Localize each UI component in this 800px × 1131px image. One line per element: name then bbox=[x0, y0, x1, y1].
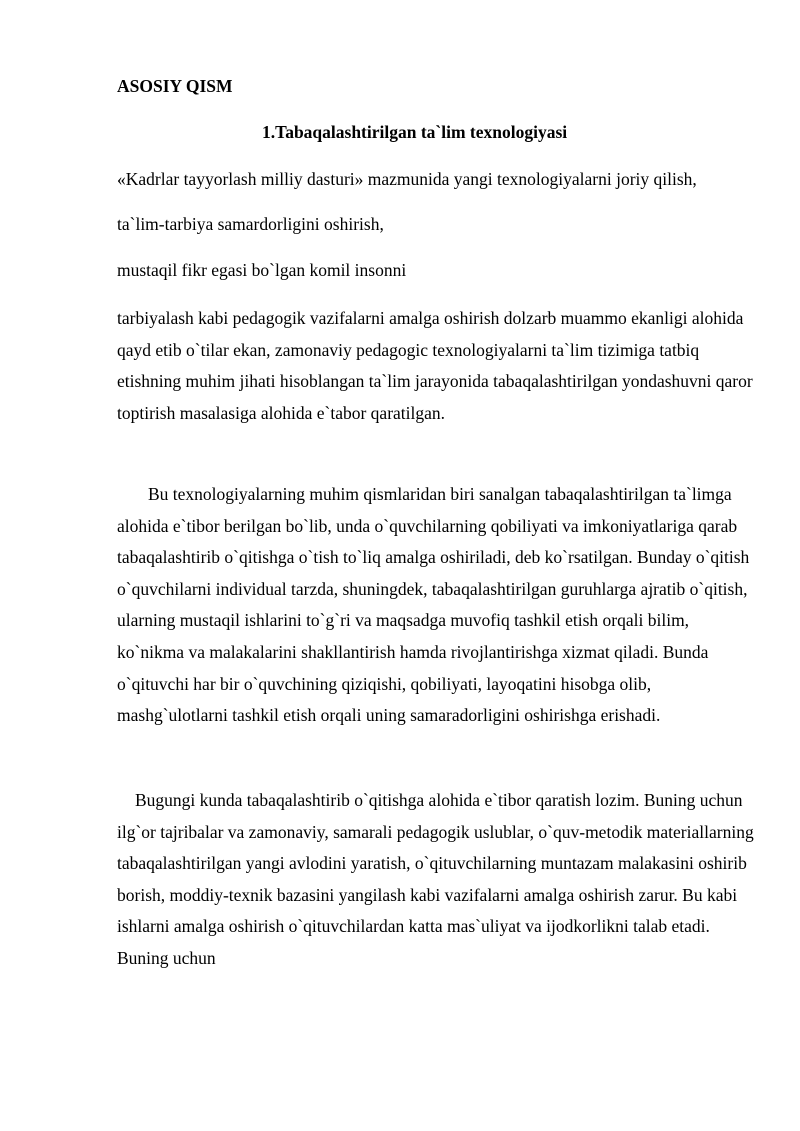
text-line: ta`lim-tarbiya samardorligini oshirish, bbox=[117, 214, 384, 234]
document-title: 1.Tabaqalashtirilgan ta`lim texnologiyasi bbox=[262, 122, 568, 142]
body-paragraph: tarbiyalash kabi pedagogik vazifalarni amalga oshirish dolzarb muammo ekanligi alohida qayd etib o`tilar ekan, zamonaviy pedagogic texnologiyalarni ta`lim tizimiga tatbiq etishning muhim jihati hisoblangan ta`lim jarayonida tabaqalashtirilgan yondashuvni qaror toptirish masalasiga alohida e`tabor qaratilgan. bbox=[117, 308, 753, 423]
text-line: «Kadrlar tayyorlash milliy dasturi» mazmunida yangi texnologiyalarni joriy qilish, bbox=[117, 169, 697, 189]
text-line: mustaqil fikr egasi bo`lgan komil insonni bbox=[117, 260, 407, 280]
section-heading: ASOSIY QISM bbox=[117, 76, 233, 96]
body-paragraph: Bugungi kunda tabaqalashtirib o`qitishga alohida e`tibor qaratish lozim. Buning uchun ilg`or tajribalar va zamonaviy, samarali pedagogik uslublar, o`quv-metodik materiallarning tabaqalashtirilgan yangi avlodini yaratish, o`qituvchilarning muntazam malakasini oshirib borish, moddiy-texnik bazasini yangilash kabi vazifalarni amalga oshirish zarur. Bu kabi ishlarni amalga oshirish o`qituvchilardan katta mas`uliyat va ijodkorlikni talab etadi. Buning uchun bbox=[117, 790, 754, 968]
body-paragraph: Bu texnologiyalarning muhim qismlaridan biri sanalgan tabaqalashtirilgan ta`limga alohida e`tibor berilgan bo`lib, unda o`quvchilarning qobiliyati va imkoniyatlariga qarab tabaqalashtirib o`qitishga o`tish to`liq amalga oshiriladi, deb ko`rsatilgan. Bunday o`qitish o`quvchilarni individual tarzda, shuningdek, tabaqalashtirilgan guruhlarga ajratib o`qitish, ularning mustaqil ishlarini to`g`ri va maqsadga muvofiq tashkil etish orqali bilim, ko`nikma va malakalarini shakllantirish hamda rivojlantirishga xizmat qiladi. Bunda o`qituvchi har bir o`quvchining qiziqishi, qobiliyati, layoqatini hisobga olib, mashg`ulotlarni tashkil etish orqali uning samaradorligini oshirishga erishadi. bbox=[117, 484, 750, 726]
